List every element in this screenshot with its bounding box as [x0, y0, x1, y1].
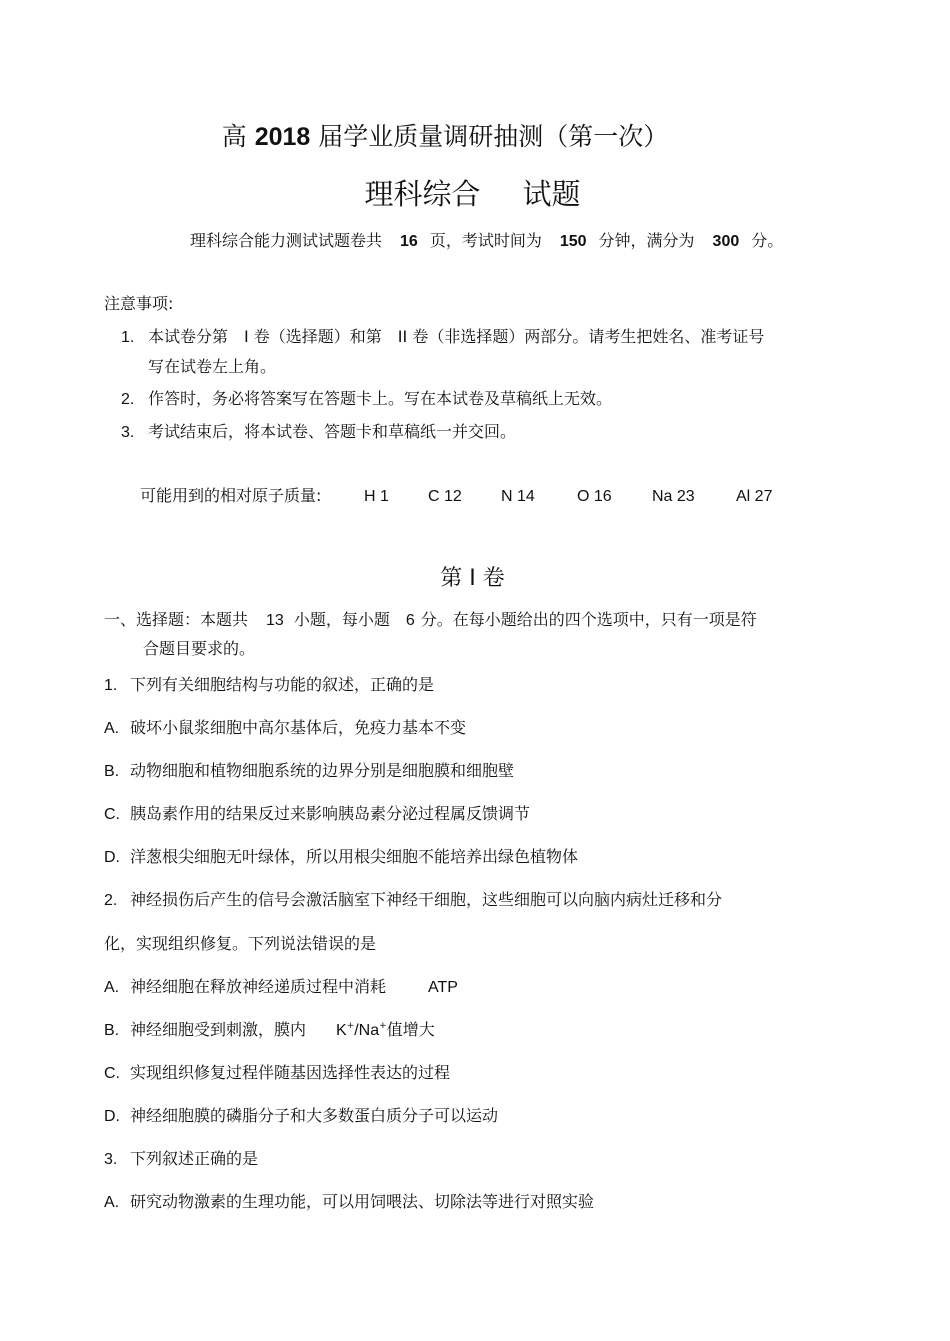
- question-stem: 神经损伤后产生的信号会激活脑室下神经干细胞，这些细胞可以向脑内病灶迁移和分: [130, 890, 723, 909]
- instr-text-3: 分。在每小题给出的四个选项中，只有一项是符: [420, 610, 757, 629]
- exam-minutes: 150: [559, 233, 587, 250]
- atom-mass: N 14: [501, 488, 535, 505]
- title-year: 2018: [254, 123, 311, 151]
- note-text: 本试卷分第 I 卷（选择题）和第 II 卷（非选择题）两部分。请考生把姓名、准考证号: [148, 327, 765, 346]
- section-title: 第 I 卷: [440, 566, 505, 591]
- note-item-1: [121, 324, 764, 347]
- option-text: 神经细胞受到刺激，膜内: [130, 1020, 307, 1039]
- option-text: 破坏小鼠浆细胞中高尔基体后，免疫力基本不变: [130, 718, 467, 737]
- info-text-1: 理科综合能力测试试题卷共: [190, 231, 383, 250]
- charge-sup: +: [379, 1021, 387, 1031]
- note-number: 2.: [121, 391, 135, 408]
- q2-option-b: [104, 1017, 435, 1040]
- atom-mass: Al 27: [736, 488, 773, 505]
- note-text: 作答时，务必将答案写在答题卡上。写在本试卷及草稿纸上无效。: [148, 389, 613, 408]
- note-item-2: [121, 386, 612, 409]
- q2-option-a: [104, 974, 458, 997]
- q1-option-d: [104, 844, 578, 867]
- question-stem: 下列有关细胞结构与功能的叙述，正确的是: [130, 675, 435, 694]
- option-text-atp: ATP: [428, 979, 458, 996]
- note-number: 3.: [121, 424, 135, 441]
- option-label: D.: [104, 1108, 120, 1125]
- info-text-2: 页，考试时间为: [429, 231, 542, 250]
- q1-option-c: [104, 801, 530, 824]
- note-number: 1.: [121, 329, 135, 346]
- option-label: C.: [104, 1065, 120, 1082]
- info-text-3: 分钟，满分为: [598, 231, 695, 250]
- q3-option-a: [104, 1189, 594, 1212]
- option-label: C.: [104, 806, 120, 823]
- subject-name: 理科综合: [364, 177, 481, 211]
- title-suffix: 届学业质量调研抽测（第一次）: [318, 122, 669, 151]
- title-prefix: 高: [221, 122, 247, 151]
- instr-text-2: 小题，每小题: [293, 610, 390, 629]
- subject-suffix: 试题: [522, 177, 581, 211]
- option-text: 动物细胞和植物细胞系统的边界分别是细胞膜和细胞壁: [130, 761, 515, 780]
- potassium-symbol: K: [336, 1022, 347, 1039]
- atomic-masses-label: 可能用到的相对原子质量:: [140, 486, 322, 505]
- note-item-1-cont: 写在试卷左上角。: [148, 357, 277, 376]
- atom-mass: O 16: [577, 488, 612, 505]
- option-label: B.: [104, 763, 120, 780]
- option-text: 胰岛素作用的结果反过来影响胰岛素分泌过程属反馈调节: [130, 804, 531, 823]
- question-2: [104, 887, 722, 910]
- question-stem: 下列叙述正确的是: [130, 1149, 259, 1168]
- instr-text-1: 一、选择题：本题共: [104, 610, 249, 629]
- option-label: B.: [104, 1022, 120, 1039]
- option-text: 洋葱根尖细胞无叶绿体，所以用根尖细胞不能培养出绿色植物体: [130, 847, 579, 866]
- exam-info-line: [190, 228, 783, 251]
- option-text: 神经细胞在释放神经递质过程中消耗: [130, 977, 387, 996]
- option-label: A.: [104, 979, 120, 996]
- question-2-cont: 化，实现组织修复。下列说法错误的是: [104, 934, 377, 953]
- note-item-3: [121, 419, 516, 442]
- option-text: 实现组织修复过程伴随基因选择性表达的过程: [130, 1063, 451, 1082]
- atom-mass: H 1: [364, 488, 389, 505]
- question-number: 3.: [104, 1151, 118, 1168]
- option-label: A.: [104, 1194, 120, 1211]
- q1-option-b: [104, 758, 514, 781]
- page-count: 16: [400, 233, 418, 250]
- option-text-tail: 值增大: [386, 1020, 435, 1039]
- option-label: A.: [104, 720, 120, 737]
- question-count: 13: [266, 612, 284, 629]
- question-number: 1.: [104, 677, 118, 694]
- note-text: 考试结束后，将本试卷、答题卡和草稿纸一并交回。: [148, 422, 517, 441]
- charge-sup: +: [346, 1021, 355, 1031]
- option-text: 研究动物激素的生理功能，可以用饲喂法、切除法等进行对照实验: [130, 1192, 595, 1211]
- sodium-symbol: /Na: [354, 1022, 380, 1039]
- exam-subtitle: [0, 172, 945, 213]
- atomic-masses: [140, 483, 772, 506]
- exam-title: [0, 117, 890, 153]
- atom-mass: Na 23: [652, 488, 695, 505]
- full-score: 300: [712, 233, 740, 250]
- question-1: [104, 672, 434, 695]
- atom-mass: C 12: [428, 488, 462, 505]
- section-instructions-cont: 合题目要求的。: [143, 639, 256, 658]
- notes-heading: 注意事项:: [104, 294, 174, 313]
- option-text: 神经细胞膜的磷脂分子和大多数蛋白质分子可以运动: [130, 1106, 499, 1125]
- q2-option-d: [104, 1103, 498, 1126]
- question-3: [104, 1146, 258, 1169]
- section-instructions: [104, 607, 757, 630]
- q1-option-a: [104, 715, 466, 738]
- q2-option-c: [104, 1060, 450, 1083]
- question-number: 2.: [104, 892, 118, 909]
- question-points: 6: [405, 612, 415, 629]
- option-label: D.: [104, 849, 120, 866]
- info-text-4: 分。: [751, 231, 784, 250]
